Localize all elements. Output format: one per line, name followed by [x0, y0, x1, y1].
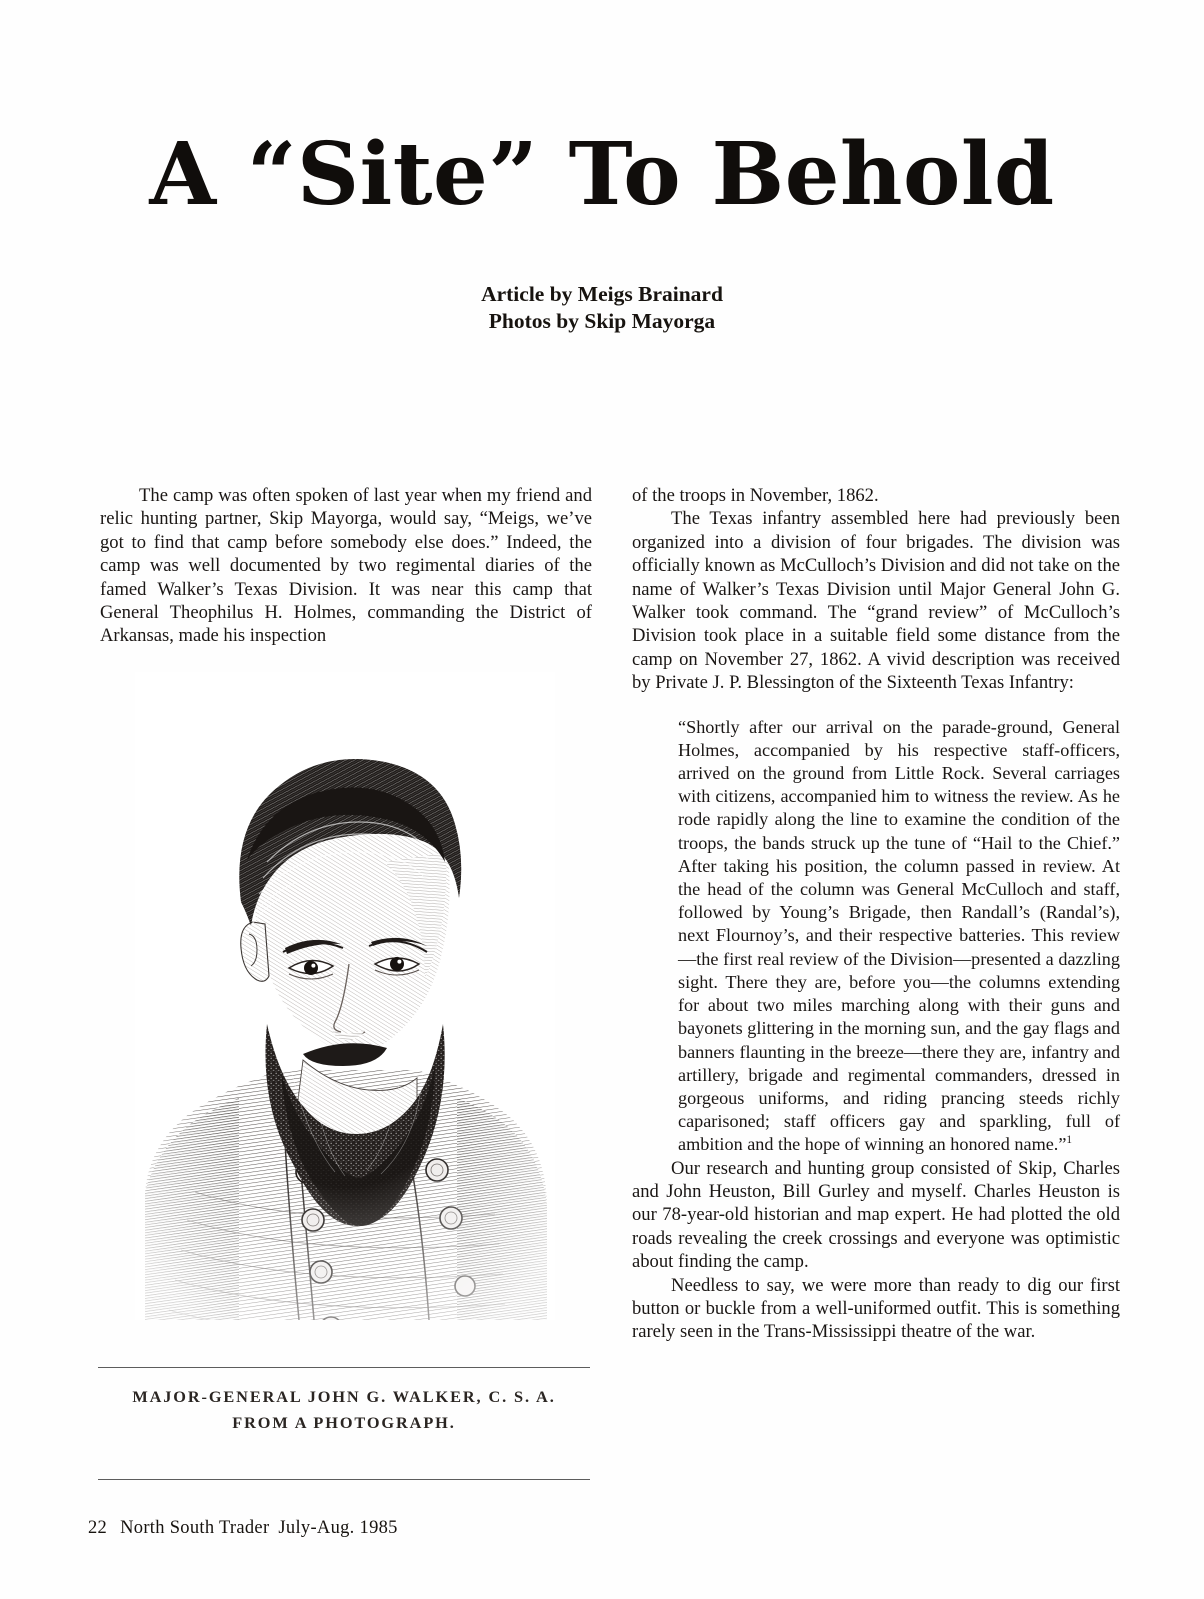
portrait-engraving-john-g-walker: [135, 672, 555, 1320]
byline: [0, 281, 1204, 335]
blockquote-body: “Shortly after our arrival on the parade-ground, General Holmes, accompanied by his respective staff-officers, arrived on the ground from Little Rock. Several carriages with citizens, accompanied him to witness the review. As he rode rapidly along the line to examine the condition of the troops, the bands struck up the tune of “Hail to the Chief.” After taking his position, the column passed in review. At the head of the column was General McCulloch and staff, followed by Young’s Brigade, then Randall’s (Randal’s), next Flournoy’s, and their respective batteries. This review—the first real review of the Division—presented a dazzling sight. There they are, before you—the columns extending for about two miles marching along with their guns and bayonets glittering in the morning sun, and the gay flags and banners flaunting in the breeze—there they are, infantry and artillery, brigade and regimental commanders, dressed in gorgeous uniforms, and riding prancing steeds richly caparisoned; staff officers gay and sparkling, full of ambition and the hope of winning an honored name.”: [678, 716, 1120, 1155]
caption-rule-bottom: [98, 1479, 590, 1480]
caption-rule-top: [98, 1367, 590, 1368]
paragraph: The camp was often spoken of last year when my friend and relic hunting partner, Skip Mayorga, would say, “Meigs, we’ve got to find that camp before somebody else does.” Indeed, the camp was well documented by two regimental diaries of the famed Walker’s Texas Division. It was near this camp that General Theophilus H. Holmes, commanding the District of Arkansas, made his inspection: [100, 485, 592, 647]
paragraph: Our research and hunting group consisted of Skip, Charles and John Heuston, Bill Gurley and myself. Charles Heuston is our 78-year-old historian and map expert. He had plotted the old roads revealing the creek crossings and everyone was optimistic about finding the camp.: [632, 1157, 1120, 1273]
footer-page-number: 22: [88, 1518, 108, 1538]
figure-portrait: [98, 672, 592, 1320]
footer-issue-date: July-Aug. 1985: [278, 1518, 398, 1538]
byline-photos: Photos by Skip Mayorga: [488, 309, 716, 333]
figure-caption-line-1: MAJOR-GENERAL JOHN G. WALKER, C. S. A.: [132, 1387, 556, 1406]
footer-publication: North South Trader: [120, 1518, 270, 1538]
paragraph-continued: of the troops in November, 1862.: [632, 485, 879, 506]
paragraph: The Texas infantry assembled here had previously been organized into a division of four brigades. The division was officially known as McCulloch’s Division and did not take on the name of Walker’s Texas Division until Major General John G. Walker took command. The “grand review” of McCulloch’s Division took place in a suitable field some distance from the camp on November 27, 1862. A vivid description was received by Private J. P. Blessington of the Sixteenth Texas Infantry:: [632, 508, 1120, 694]
page-title: A “Site” To Behold: [149, 123, 1055, 225]
byline-article: Article by Meigs Brainard: [481, 282, 723, 306]
blockquote-text: [678, 716, 1120, 1157]
blockquote-blessington: [632, 716, 1120, 1157]
page-footer: [88, 1518, 407, 1539]
column-right: [632, 484, 1120, 1344]
figure-caption-line-2: FROM A PHOTOGRAPH.: [232, 1413, 456, 1432]
paragraph: Needless to say, we were more than ready to dig our first button or buckle from a well-uniformed outfit. This is something rarely seen in the Trans-Mississippi theatre of the war.: [632, 1274, 1120, 1343]
figure-caption: [98, 1384, 590, 1436]
footnote-marker: 1: [1066, 1134, 1073, 1147]
column-left: [100, 484, 592, 648]
